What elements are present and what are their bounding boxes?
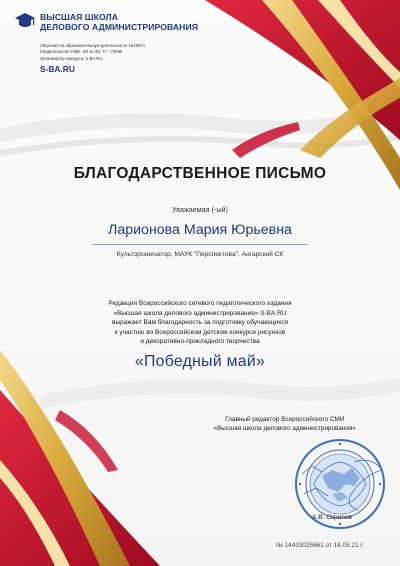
organization-name-line1: ВЫСШАЯ ШКОЛА	[40, 12, 119, 22]
greeting: Уважаемая (-ый)	[172, 205, 228, 214]
organization-name-line2: ДЕЛОВОГО АДМИНИСТРИРОВАНИЯ	[40, 21, 199, 32]
organizer-text: Организатор конкурса: S-BA.RU	[40, 55, 103, 61]
contest-name: «Победный май»	[134, 353, 266, 370]
site-name: S-BA.RU	[40, 64, 75, 74]
recipient-position: Культорганизатор, МАУК "Перспектива", Ангарский СК	[116, 251, 284, 258]
body-line: выражает Вам благодарность за подготовку обучающихся	[112, 319, 288, 327]
body-line: Редакция Всероссийского сетевого педагогического издания	[108, 300, 292, 307]
graduation-cap-icon	[14, 12, 36, 30]
body-line: «Высшая школа делового администрирования» S-BA.RU	[113, 309, 287, 317]
license-text: Лицензия на образовательную деятельность №19674	[40, 43, 145, 48]
editor-line: «Высшая школа делового администрирования»	[213, 425, 356, 433]
organization-details	[40, 43, 145, 62]
certificate-title: БЛАГОДАРСТВЕННОЕ ПИСЬМО	[73, 165, 327, 182]
media-certificate-text: Свидетельство СМИ: ЭЛ № ФС 77 - 70095	[40, 49, 123, 55]
recipient-underline	[92, 244, 308, 245]
body-line: и декоративно-прикладного творчества	[140, 338, 260, 346]
certificate-body	[0, 299, 400, 347]
body-line: к участию во Всероссийском детском конкурсе рисунков	[114, 328, 286, 336]
signatory-name: А.В. Скрипов	[312, 514, 353, 521]
document-number: № 14433025661 от 14.05.21 г.	[276, 542, 364, 549]
editor-line: Главный редактор Всероссийского СМИ	[225, 416, 345, 423]
organization-name	[40, 13, 198, 32]
editor-title	[213, 415, 356, 434]
recipient-name: Ларионова Мария Юрьевна	[108, 222, 292, 238]
